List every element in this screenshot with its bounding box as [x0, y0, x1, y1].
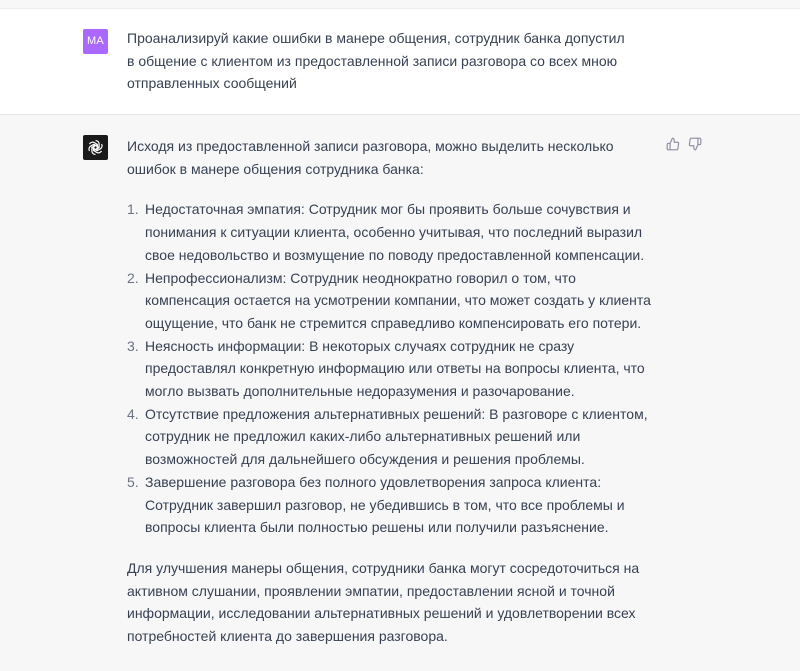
list-item-number: 5.: [127, 473, 139, 490]
list-item-number: 1.: [127, 201, 139, 218]
list-item-text: Отсутствие предложения альтернативных решений: В разговоре с клиентом, сотрудник не предложил каких-либо альтернативных решений или возможностей для дальнейшего обсуждения и решения проблемы.: [145, 405, 648, 468]
top-divider: [0, 0, 800, 9]
error-list: [127, 198, 662, 539]
openai-logo-icon: [86, 138, 105, 157]
thumbs-up-icon: [666, 137, 680, 151]
feedback-buttons: [666, 137, 702, 151]
user-message-text: Проанализируй какие ошибки в манере общения, сотрудник банка допустил в общение с клиентом из предоставленной записи разговора со всех мною отправленных сообщений: [127, 30, 625, 91]
thumbs-down-icon: [688, 137, 702, 151]
list-item-number: 4.: [127, 405, 139, 422]
list-item-text: Непрофессионализм: Сотрудник неоднократно говорил о том, что компенсация остается на усмотрении компании, что может создать у клиента ощущение, что банк не стремится справедливо компенсировать его потери.: [145, 269, 651, 331]
list-item-number: 2.: [127, 269, 139, 286]
list-item-text: Недостаточная эмпатия: Сотрудник мог бы проявить больше сочувствия и понимания к ситуации клиента, особенно учитывая, что последний выразил свое недовольство и возмущение по поводу предоставленной компенсации.: [145, 201, 645, 263]
assistant-message-content: [127, 135, 662, 648]
assistant-message-row: [0, 115, 800, 671]
list-item-text: Неясность информации: В некоторых случаях сотрудник не сразу предоставлял конкретную информацию или ответы на вопросы клиента, что могло вызвать дополнительные недоразумения и разочарование.: [145, 337, 645, 400]
assistant-avatar: [83, 135, 108, 160]
thumbs-down-button[interactable]: [688, 137, 702, 151]
list-item-number: 3.: [127, 337, 139, 354]
assistant-conclusion: Для улучшения манеры общения, сотрудники банка могут сосредоточиться на активном слушании, проявлении эмпатии, предоставлении ясной и точной информации, исследовании альтернативных решений и удовлетворении всех потребностей клиента до завершения разговора.: [127, 559, 640, 645]
assistant-intro: Исходя из предоставленной записи разговора, можно выделить несколько ошибок в манере общения сотрудника банка:: [127, 138, 614, 177]
user-avatar: MA: [83, 29, 108, 54]
list-item: [127, 403, 662, 471]
thumbs-up-button[interactable]: [666, 137, 680, 151]
user-message-row: [0, 9, 800, 115]
list-item: [127, 267, 662, 335]
list-item-text: Завершение разговора без полного удовлетворения запроса клиента: Сотрудник завершил разговор, не убедившись в том, что все проблемы и вопросы клиента были полностью решены или получили разъяснение.: [145, 473, 625, 536]
list-item: [127, 471, 662, 539]
list-item: [127, 198, 662, 266]
list-item: [127, 335, 662, 403]
